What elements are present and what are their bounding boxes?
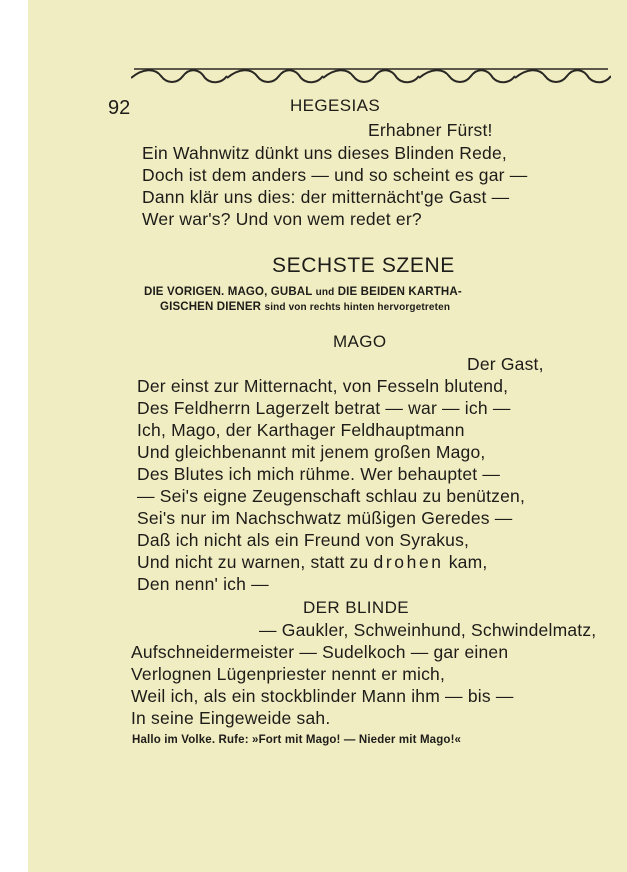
verse-line: Des Blutes ich mich rühme. Wer behauptet — — [137, 464, 501, 484]
book-page — [28, 0, 627, 872]
verse-line: Doch ist dem anders — und so scheint es gar — — [142, 165, 528, 185]
speaker-mago: MAGO — [333, 332, 387, 351]
verse-line: — Gaukler, Schweinhund, Schwindelmatz, — [259, 620, 597, 640]
verse-line: Ein Wahnwitz dünkt uns dieses Blinden Rede, — [142, 143, 507, 163]
verse-line: Aufschneidermeister — Sudelkoch — gar einen — [131, 642, 509, 662]
page-number: 92 — [108, 97, 131, 119]
speaker-der-blinde: DER BLINDE — [303, 598, 410, 617]
decorative-border-ornament — [131, 66, 611, 86]
verse-line: Und nicht zu warnen, statt zu drohen kam, — [137, 552, 488, 572]
verse-line: Wer war's? Und von wem redet er? — [142, 209, 422, 229]
stage-direction: DIE VORIGEN. MAGO, GUBAL und DIE BEIDEN KARTHA- — [144, 286, 462, 298]
verse-line: Verlognen Lügenpriester nennt er mich, — [131, 664, 446, 684]
verse-line: Der Gast, — [467, 354, 544, 374]
verse-line: In seine Eingeweide sah. — [131, 708, 331, 728]
stage-direction: Hallo im Volke. Rufe: »Fort mit Mago! — Nieder mit Mago!« — [132, 734, 462, 746]
verse-line: Sei's nur im Nachschwatz müßigen Geredes — — [137, 508, 513, 528]
verse-line: Des Feldherrn Lagerzelt betrat — war — ich — — [137, 398, 511, 418]
verse-line: — Sei's eigne Zeugenschaft schlau zu benützen, — [137, 486, 526, 506]
verse-line: Der einst zur Mitternacht, von Fesseln blutend, — [137, 376, 509, 396]
speaker-hegesias: HEGESIAS — [290, 96, 381, 115]
verse-line: Daß ich nicht als ein Freund von Syrakus, — [137, 530, 470, 550]
stage-direction: GISCHEN DIENER sind von rechts hinten hervorgetreten — [160, 301, 451, 313]
verse-line: Den nenn' ich — — [137, 574, 269, 594]
verse-line: Erhabner Fürst! — [368, 120, 493, 140]
verse-line: Dann klär uns dies: der mitternächt'ge Gast — — [142, 187, 510, 207]
verse-line: Ich, Mago, der Karthager Feldhauptmann — [137, 420, 465, 440]
scene-title: SECHSTE SZENE — [272, 254, 455, 277]
verse-line: Und gleichbenannt mit jenem großen Mago, — [137, 442, 486, 462]
verse-line: Weil ich, als ein stockblinder Mann ihm — bis — — [131, 686, 514, 706]
